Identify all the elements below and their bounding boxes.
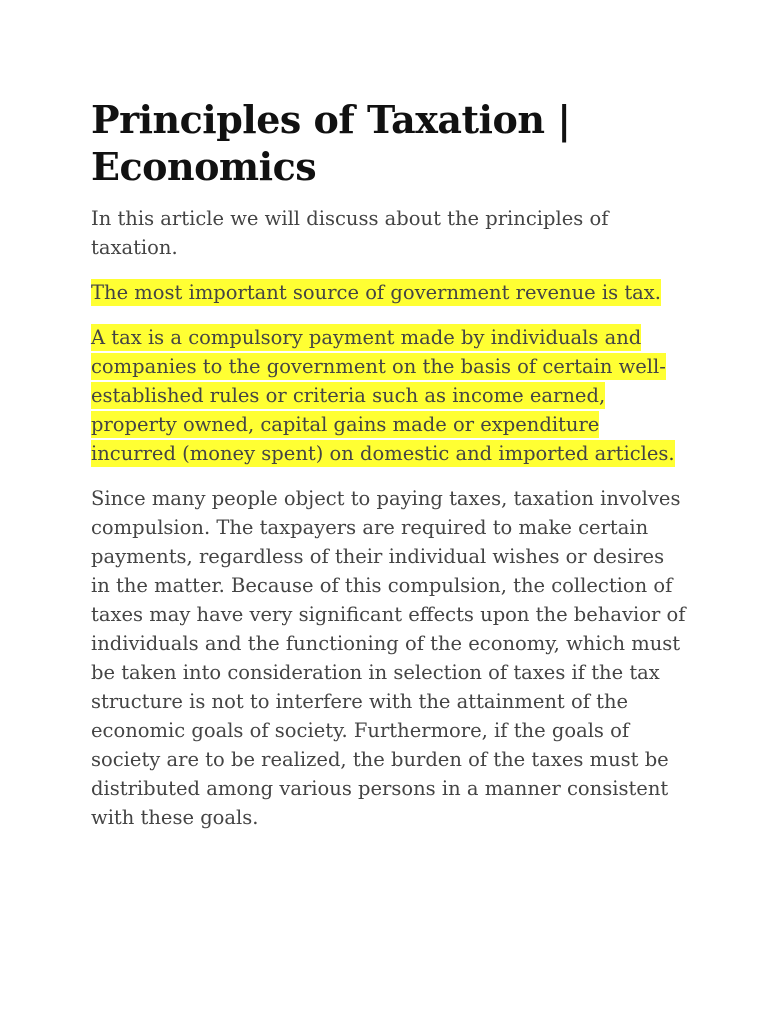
article-body-paragraph: Since many people object to paying taxes, taxation involves compulsion. The taxpayers are required to make certain payments, regardless of their individual wishes or desires in the matter. Because of this compulsion, the collection of taxes may have very significant effects upon the behavior of individuals and the functioning of the economy, which must be taken into consideration in selection of taxes if the tax structure is not to interfere with the attainment of the economic goals of society. Furthermore, if the goals of society are to be realized, the burden of the taxes must be distributed among various persons in a manner consistent with these goals. (91, 487, 686, 829)
article-intro: In this article we will discuss about the principles of taxation. (91, 207, 609, 259)
highlighted-paragraph-revenue (91, 278, 688, 307)
highlight-tax-definition-text: A tax is a compulsory payment made by individuals and companies to the government on the basis of certain well-established rules or criteria such as income earned, property owned, capital gains made or expenditure incurred (money spent) on domestic and imported articles. (91, 326, 675, 465)
highlight-revenue-text: The most important source of government revenue is tax. (91, 281, 662, 304)
article-title: Principles of Taxation | Economics (91, 97, 571, 189)
highlighted-paragraph-tax-definition (91, 323, 688, 468)
